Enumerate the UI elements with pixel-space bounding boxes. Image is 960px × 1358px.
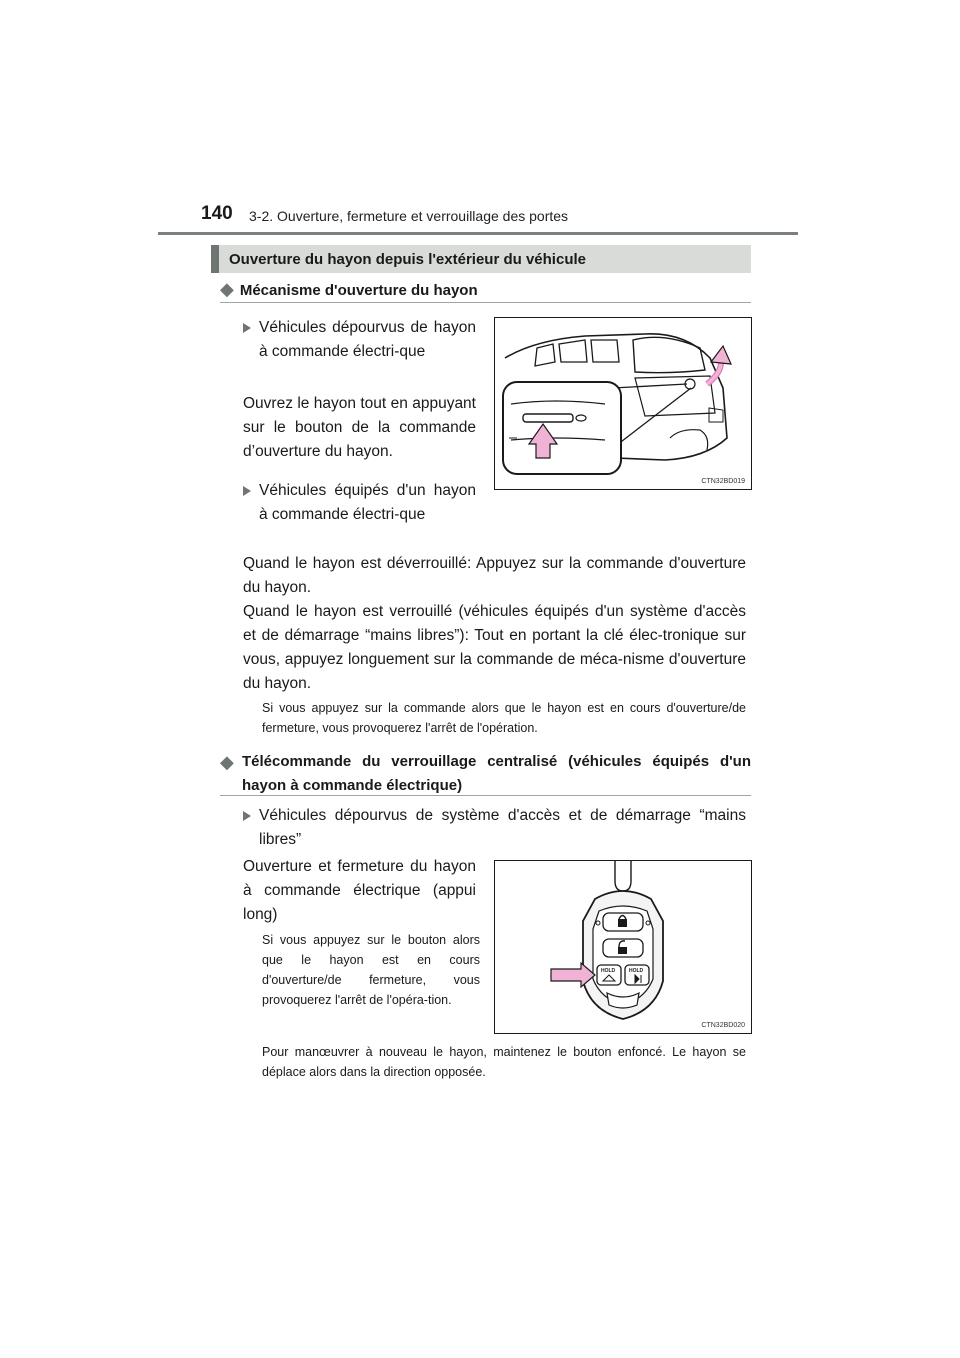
tailgate-opener-figure: [494, 317, 752, 490]
list-item-label: Véhicules dépourvus de hayon à commande électri-que: [259, 319, 476, 360]
section-title: Ouverture du hayon depuis l'extérieur du véhicule: [229, 251, 586, 268]
hold-label-right: HOLD: [629, 968, 644, 974]
remote-key-figure: [494, 860, 752, 1034]
list-item-label: Véhicules équipés d'un hayon à commande électri-que: [259, 482, 476, 523]
list-item-power-tailgate: [243, 479, 476, 527]
suv-rear-illustration: [495, 318, 751, 489]
section-title-bar: [211, 245, 751, 273]
subsection-heading-2: [220, 750, 751, 798]
instruction-long-press: Ouverture et fermeture du hayon à commande électrique (appui long): [243, 858, 476, 923]
hold-label-left: HOLD: [601, 968, 616, 974]
list-item-label: Véhicules dépourvus de système d'accès et de démarrage “mains libres”: [259, 807, 746, 848]
paragraph-unlocked: Quand le hayon est déverrouillé: Appuyez sur la commande d'ouverture du hayon.: [243, 555, 746, 596]
figure-code: CTN32BD019: [701, 478, 745, 485]
remote-key-illustration: [495, 861, 751, 1033]
subsection-heading-1: [220, 277, 751, 303]
triangle-bullet-icon: [243, 486, 251, 496]
page-number: 140: [201, 203, 233, 224]
note-reverse-direction: Pour manœuvrer à nouveau le hayon, maintenez le bouton enfoncé. Le hayon se déplace alors dans la direction opposée.: [262, 1045, 746, 1079]
chapter-title: 3-2. Ouverture, fermeture et verrouillage des portes: [249, 208, 569, 224]
subsection-divider-2: [220, 795, 751, 796]
subsection-divider-1: [220, 302, 751, 303]
subsection-heading-2-text: Télécommande du verrouillage centralisé (véhicules équipés d'un hayon à commande électrique): [242, 753, 751, 794]
list-item-no-smart-key: [243, 804, 746, 852]
figure-code: CTN32BD020: [701, 1022, 745, 1029]
header-divider: [158, 232, 798, 235]
diamond-icon: ◆: [220, 752, 234, 772]
list-item-no-power-tailgate: [243, 316, 476, 364]
triangle-bullet-icon: [243, 323, 251, 333]
note-stop-operation: Si vous appuyez sur la commande alors que le hayon est en cours d'ouverture/de fermeture, vous provoquerez l'arrêt de l'opération.: [262, 701, 746, 735]
diamond-icon: ◆: [220, 279, 234, 299]
instruction-text: Ouvrez le hayon tout en appuyant sur le bouton de la commande d’ouverture du hayon.: [243, 395, 476, 460]
note-stop-button: Si vous appuyez sur le bouton alors que le hayon est en cours d'ouverture/de fermeture, vous provoquerez l'arrêt de l'opéra-tion.: [262, 933, 480, 1007]
triangle-bullet-icon: [243, 811, 251, 821]
paragraph-locked: Quand le hayon est verrouillé (véhicules équipés d'un système d'accès et de démarrage “mains libres”): Tout en portant la clé élec-tronique sur vous, appuyez longuement sur la commande de méca-nisme d'ouverture du hayon.: [243, 603, 746, 692]
subsection-heading-1-text: Mécanisme d'ouverture du hayon: [239, 282, 478, 299]
